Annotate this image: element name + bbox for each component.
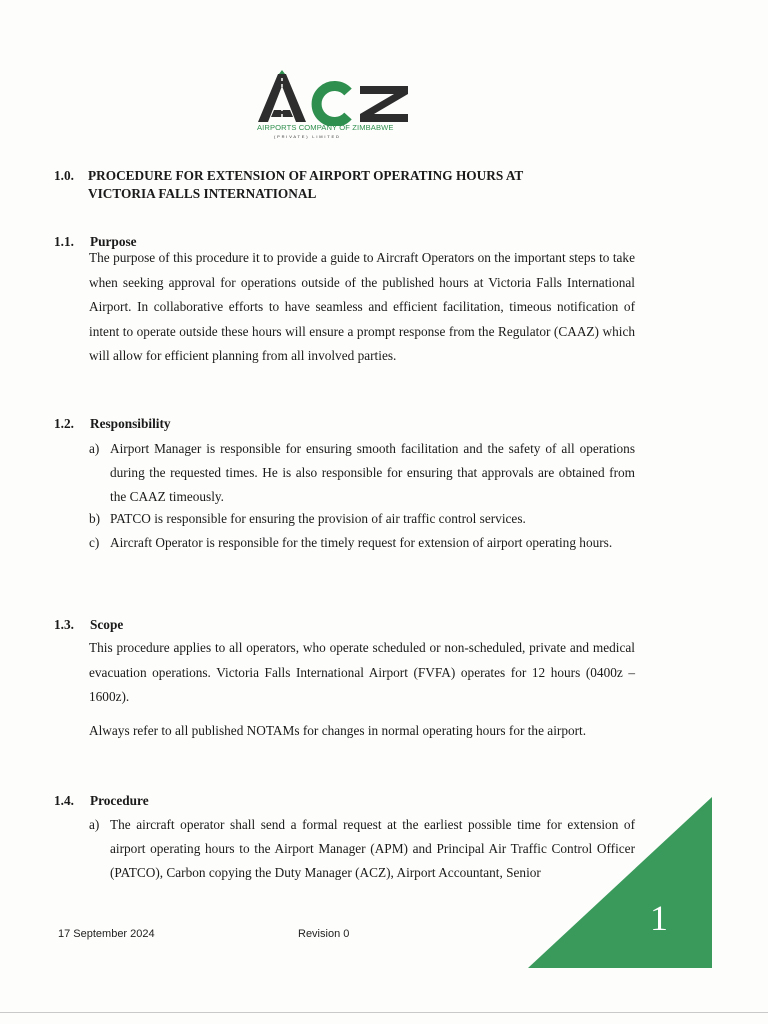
logo-company-name: AIRPORTS COMPANY OF ZIMBABWE [257,123,394,132]
list-item-text: PATCO is responsible for ensuring the provision of air traffic control services. [110,511,526,526]
purpose-number: 1.1. [54,234,74,249]
scope-text: This procedure applies to all operators, who operate scheduled or non-scheduled, private and medical evacuation operations. Victoria Falls International Airport (FVFA) operates for 12 hours (0400z – 1600z). [89,640,635,705]
list-marker: a) [89,441,100,456]
responsibility-number: 1.2. [54,416,74,431]
list-item-text: Aircraft Operator is responsible for the timely request for extension of airport operating hours. [110,535,613,550]
list-item-text: Airport Manager is responsible for ensuring smooth facilitation and the safety of all operations during the requested times. He is also responsible for ensuring that approvals are obtained from the CAAZ timeously. [110,441,635,504]
footer-revision: Revision 0 [298,928,350,940]
list-item-text: The aircraft operator shall send a formal request at the earliest possible time for extension of airport operating hours to the Airport Manager (APM) and Principal Air Traffic Control Officer (PATCO), Carbon copying the Duty Manager (ACZ), Airport Accountant, Senior [110,817,635,880]
acz-logo [256,70,416,148]
purpose-heading: Purpose [90,234,137,249]
title-line-2: VICTORIA FALLS INTERNATIONAL [88,186,317,201]
footer-date: 17 September 2024 [58,928,155,940]
title-line-1: PROCEDURE FOR EXTENSION OF AIRPORT OPERATING HOURS AT [88,168,524,183]
scope-number: 1.3. [54,617,74,632]
responsibility-heading: Responsibility [90,416,171,431]
scope-notam-text: Always refer to all published NOTAMs for changes in normal operating hours for the airport. [89,723,587,738]
logo-company-suffix: (PRIVATE) LIMITED [274,134,341,139]
scope-heading: Scope [90,617,124,632]
page-number: 1 [650,898,668,938]
procedure-number: 1.4. [54,793,74,808]
list-marker: c) [89,535,100,550]
title-number: 1.0. [54,168,74,183]
list-marker: a) [89,817,100,832]
acz-logo-graphic [256,70,416,126]
scan-edge-line [0,1012,768,1013]
list-marker: b) [89,511,101,526]
page-corner-triangle [528,797,712,969]
purpose-text: The purpose of this procedure it to provide a guide to Aircraft Operators on the important steps to take when seeking approval for operations outside of the published hours at Victoria Falls International Airport. In collaborative efforts to have seamless and efficient facilitation, timeous notification of intent to operate outside these hours will ensure a prompt response from the Regulator (CAAZ) which will allow for efficient planning from all involved parties. [89,250,635,364]
procedure-heading: Procedure [90,793,149,808]
